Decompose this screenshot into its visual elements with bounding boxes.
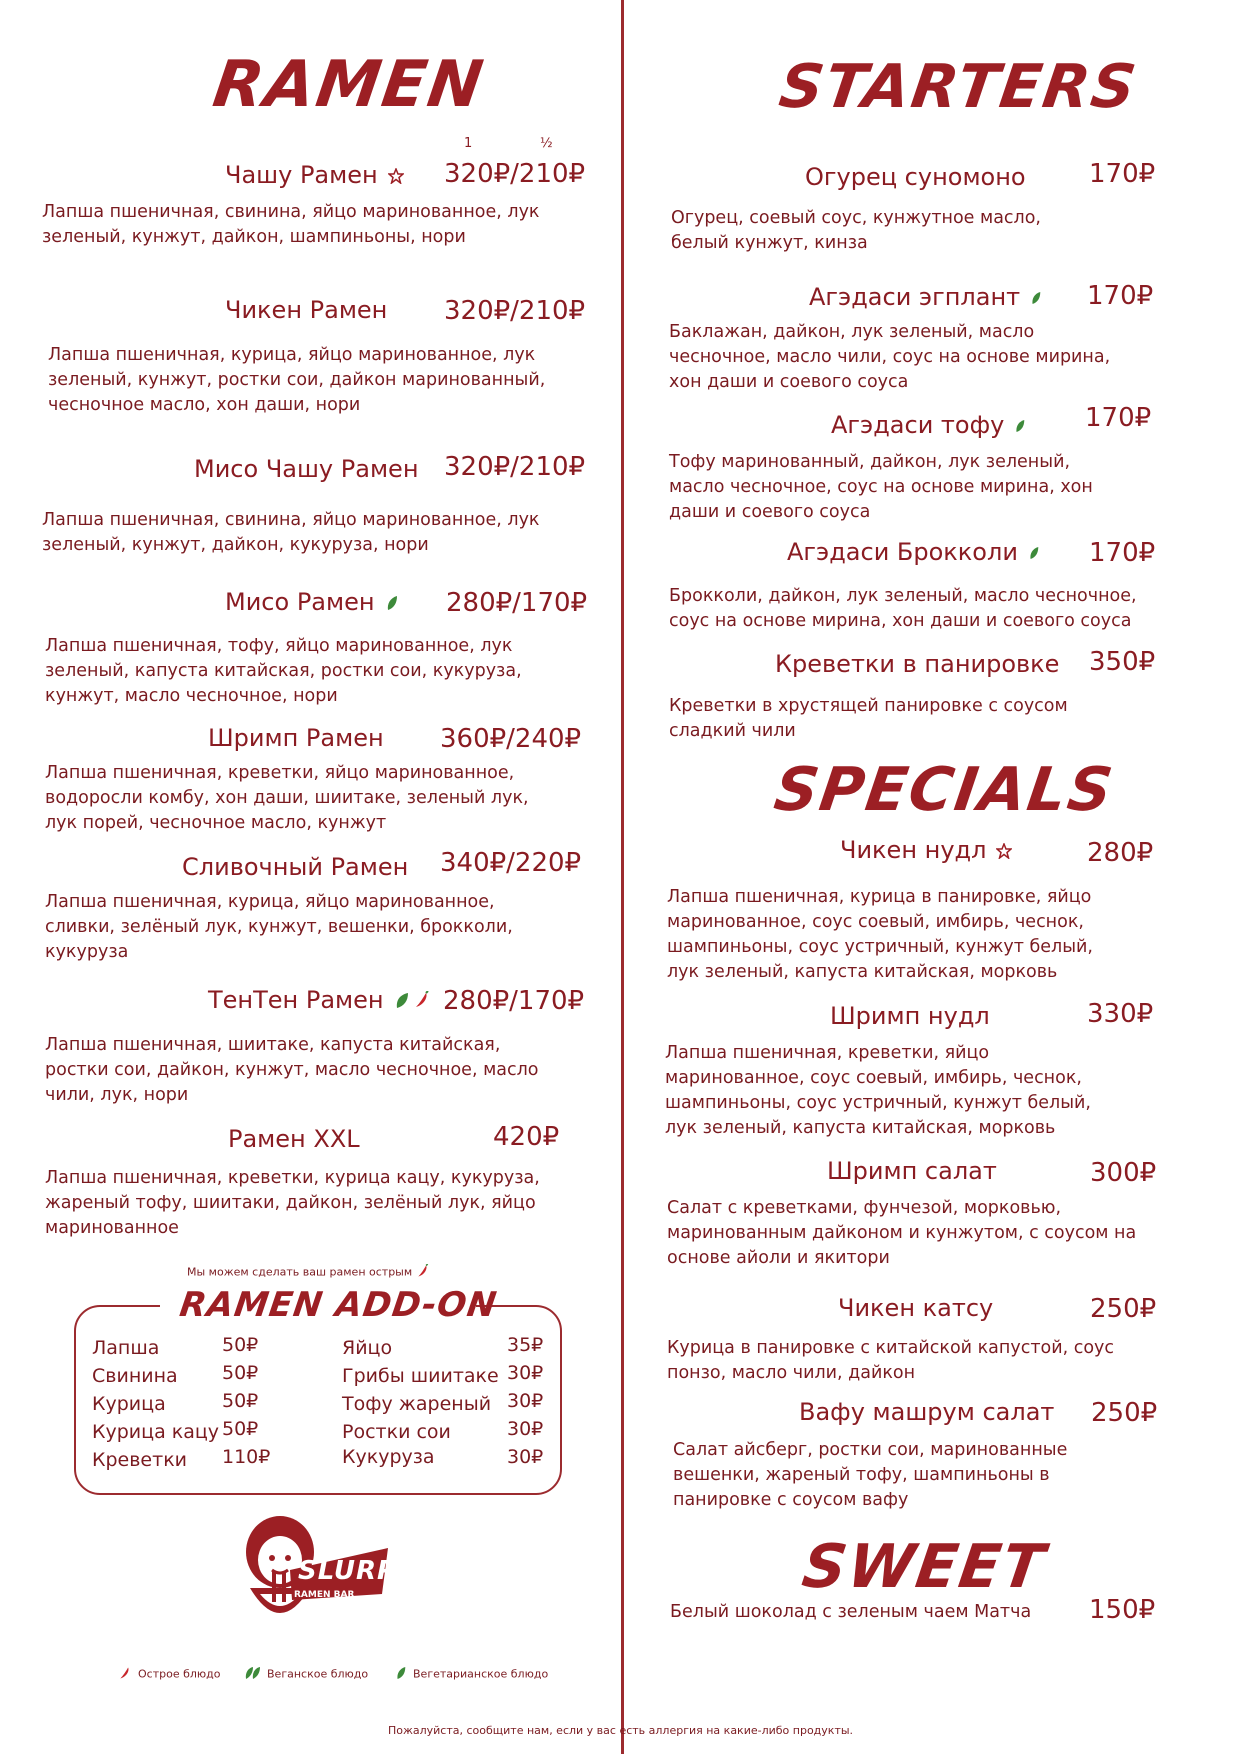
menu-item-price: 320₽/210₽ [444, 159, 586, 189]
addon-name: Свинина [92, 1365, 178, 1387]
addon-name: Тофу жареный [342, 1393, 492, 1415]
menu-item-price: 280₽/170₽ [446, 588, 588, 618]
menu-item-description: Лапша пшеничная, свинина, яйцо маринованное, лук зеленый, кунжут, дайкон, шампиньоны, нори [42, 202, 540, 247]
size-half-label: ½ [540, 136, 553, 151]
addon-name: Кукуруза [342, 1446, 435, 1468]
menu-item-description: Лапша пшеничная, свинина, яйцо маринованное, лук зеленый, кунжут, дайкон, кукуруза, нори [42, 510, 540, 555]
menu-item-description: Лапша пшеничная, курица в панировке, яйцо маринованное, соус соевый, имбирь, чеснок, шампиньоны, соус устричный, кунжут белый, лук зеленый, капуста китайская, морковь [667, 887, 1093, 982]
double-leaf-icon [245, 1666, 261, 1683]
menu-item-description: Салат с креветками, фунчезой, морковью, маринованным дайконом и кунжутом, с соусом на основе айоли и якитори [667, 1198, 1137, 1268]
leaf-icon [1030, 284, 1042, 312]
menu-item-name: Креветки в панировке [775, 650, 1060, 678]
addon-price: 110₽ [222, 1446, 271, 1468]
menu-item-name: Чикен катсу [838, 1294, 994, 1322]
menu-item-price: 280₽/170₽ [443, 986, 585, 1016]
menu-item-description: Курица в панировке с китайской капустой, соус понзо, масло чили, дайкон [667, 1338, 1115, 1383]
menu-item-price: 330₽ [1087, 999, 1154, 1029]
addon-name: Грибы шиитаке [342, 1365, 499, 1387]
logo-subtext: RAMEN BAR [294, 1590, 355, 1600]
menu-item-description: Лапша пшеничная, курица, яйцо маринованное, сливки, зелёный лук, кунжут, вешенки, брокколи, кукуруза [45, 892, 513, 962]
menu-item-name: Чикен нудл [840, 836, 1012, 865]
menu-item-name: Мисо Рамен [225, 588, 399, 617]
leaf-icon [1028, 539, 1040, 567]
addon-title: RAMEN ADD-ON [177, 1285, 500, 1325]
size-full-label: 1 [464, 136, 473, 151]
menu-item-price: 170₽ [1085, 403, 1152, 433]
leaf-icon [1014, 412, 1026, 440]
menu-item-price: 170₽ [1089, 538, 1156, 568]
chili-icon [416, 1264, 430, 1281]
addon-price: 50₽ [222, 1362, 259, 1384]
menu-item-name: Агэдаси Брокколи [787, 538, 1040, 567]
menu-item-description: Лапша пшеничная, креветки, курица кацу, кукуруза, жареный тофу, шиитаки, дайкон, зелёный лук, яйцо маринованное [45, 1168, 540, 1238]
menu-item-description: Лапша пшеничная, шиитаке, капуста китайская, ростки сои, дайкон, кунжут, масло чесночное, масло чили, лук, нори [45, 1035, 539, 1105]
logo-text: SLURP [298, 1556, 398, 1586]
menu-item-name: Вафу машрум салат [799, 1398, 1055, 1426]
menu-item-price: 280₽ [1087, 838, 1154, 868]
legend-spicy: Острое блюдо [118, 1666, 221, 1683]
addon-name: Курица кацу [92, 1421, 220, 1443]
menu-item-description: Огурец, соевый соус, кунжутное масло, белый кунжут, кинза [671, 208, 1041, 253]
menu-item-name: Огурец суномоно [805, 163, 1026, 191]
star-icon [388, 162, 404, 190]
addon-name: Креветки [92, 1449, 188, 1471]
slurp-logo [232, 1508, 398, 1640]
menu-item-price: 320₽/210₽ [444, 452, 586, 482]
menu-item-name: ТенТен Рамен [208, 986, 430, 1015]
menu-item-name: Агэдаси тофу [831, 411, 1026, 440]
allergy-footer-note: Пожалуйста, сообщите нам, если у вас есть аллергия на какие-либо продукты. [387, 1724, 854, 1737]
menu-item-price: 170₽ [1087, 281, 1154, 311]
menu-item-price: 250₽ [1091, 1398, 1158, 1428]
menu-item-price: 150₽ [1089, 1595, 1156, 1625]
chili-icon [414, 987, 430, 1015]
ramen-title: RAMEN [208, 48, 489, 122]
menu-item-price: 170₽ [1089, 159, 1156, 189]
leaf-icon [385, 589, 399, 617]
menu-item-description: Лапша пшеничная, креветки, яйцо маринованное, водоросли комбу, хон даши, шиитаке, зеленый лук, лук порей, чесночное масло, кунжут [45, 763, 529, 833]
menu-item-description: Тофу маринованный, дайкон, лук зеленый, масло чесночное, соус на основе мирина, хон даши и соевого соуса [669, 452, 1093, 522]
addon-name: Ростки сои [342, 1421, 451, 1443]
menu-item-name: Сливочный Рамен [182, 853, 409, 881]
spicy-note: Мы можем сделать ваш рамен острым [187, 1264, 430, 1281]
column-divider [621, 0, 624, 1754]
menu-item-name: Шримп Рамен [208, 724, 384, 752]
addon-name: Курица [92, 1393, 166, 1415]
chili-icon [118, 1666, 132, 1683]
specials-title: SPECIALS [770, 755, 1119, 825]
addon-price: 50₽ [222, 1390, 259, 1412]
menu-item-price: 360₽/240₽ [440, 724, 582, 754]
addon-price: 30₽ [507, 1390, 544, 1412]
legend-vegetarian: Вегетарианское блюдо [395, 1666, 548, 1683]
menu-item-price: 300₽ [1090, 1158, 1157, 1188]
menu-item-description: Баклажан, дайкон, лук зеленый, масло чесночное, масло чили, соус на основе мирина, хон даши и соевого соуса [669, 322, 1111, 392]
menu-item-name: Рамен XXL [228, 1125, 360, 1153]
menu-item-name: Шримп нудл [830, 1002, 990, 1030]
menu-item-description: Брокколи, дайкон, лук зеленый, масло чесночное, соус на основе мирина, хон даши и соевого соуса [669, 586, 1137, 631]
addon-price: 35₽ [507, 1334, 544, 1356]
menu-item-name: Чашу Рамен [225, 161, 404, 190]
legend-vegan: Веганское блюдо [245, 1666, 368, 1683]
menu-item-price: 420₽ [493, 1122, 560, 1152]
menu-item-name: Мисо Чашу Рамен [194, 455, 419, 483]
addon-price: 30₽ [507, 1446, 544, 1468]
addon-price: 30₽ [507, 1362, 544, 1384]
menu-item-name: Чикен Рамен [225, 296, 388, 324]
addon-price: 50₽ [222, 1418, 259, 1440]
menu-item-name: Агэдаси эгплант [809, 283, 1042, 312]
menu-item-description: Салат айсберг, ростки сои, маринованные вешенки, жареный тофу, шампиньоны в панировке с соусом вафу [673, 1440, 1068, 1510]
leaf-icon [394, 987, 410, 1015]
menu-item-name: Шримп салат [827, 1157, 997, 1185]
menu-item-price: 250₽ [1090, 1294, 1157, 1324]
menu-item-description: Лапша пшеничная, курица, яйцо маринованное, лук зеленый, кунжут, ростки сои, дайкон маринованный, чесночное масло, хон даши, нори [48, 345, 546, 415]
addon-name: Лапша [92, 1337, 160, 1359]
menu-item-price: 350₽ [1089, 647, 1156, 677]
star-icon [996, 837, 1012, 865]
addon-name: Яйцо [342, 1337, 393, 1359]
menu-item-description: Лапша пшеничная, креветки, яйцо маринованное, соус соевый, имбирь, чеснок, шампиньоны, соус устричный, кунжут белый, лук зеленый, капуста китайская, морковь [665, 1043, 1091, 1138]
starters-title: STARTERS [775, 52, 1142, 122]
addon-price: 50₽ [222, 1334, 259, 1356]
sweet-title: SWEET [798, 1532, 1051, 1602]
menu-item-description: Креветки в хрустящей панировке с соусом сладкий чили [669, 696, 1068, 741]
leaf-icon [395, 1666, 407, 1683]
menu-item-name: Белый шоколад с зеленым чаем Матча [670, 1602, 1032, 1622]
menu-item-price: 340₽/220₽ [440, 848, 582, 878]
menu-item-price: 320₽/210₽ [444, 296, 586, 326]
menu-item-description: Лапша пшеничная, тофу, яйцо маринованное, лук зеленый, капуста китайская, ростки сои, кукуруза, кунжут, масло чесночное, нори [45, 636, 522, 706]
addon-price: 30₽ [507, 1418, 544, 1440]
